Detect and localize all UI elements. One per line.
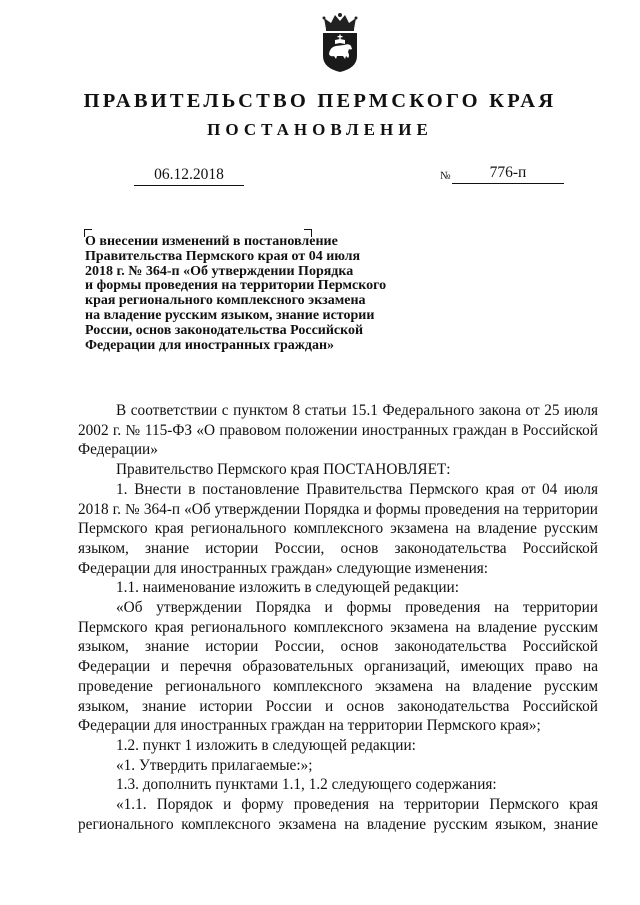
document-date: 06.12.2018 bbox=[134, 166, 244, 186]
body-paragraph: «1.1. Порядок и форму проведения на территории Пермского края регионального комплексного экзамена на владение русским языком, знание bbox=[78, 796, 598, 833]
document-type: ПОСТАНОВЛЕНИЕ bbox=[207, 120, 433, 139]
document-body bbox=[78, 401, 598, 834]
subject-line: Правительства Пермского края от 04 июля bbox=[85, 248, 361, 264]
subject-line: края регионального комплексного экзамена bbox=[85, 293, 366, 309]
body-paragraph: В соответствии с пунктом 8 статьи 15.1 Федерального закона от 25 июля 2002 г. № 115-ФЗ «О правовом положении иностранных граждан в Российской Федерации» bbox=[78, 402, 598, 459]
body-paragraph: 1.2. пункт 1 изложить в следующей редакции: bbox=[116, 736, 416, 754]
subject-line: Федерации для иностранных граждан» bbox=[85, 337, 335, 353]
subject-line: О внесении изменений в постановление bbox=[85, 234, 338, 249]
number-sign: № bbox=[440, 170, 451, 182]
body-paragraph: «1. Утвердить прилагаемые:»; bbox=[116, 756, 313, 774]
subject-line: 2018 г. № 364-п «Об утверждении Порядка bbox=[85, 263, 354, 279]
body-paragraph: Правительство Пермского края ПОСТАНОВЛЯЕТ: bbox=[116, 461, 451, 479]
subject-line: на владение русским языком, знание истории bbox=[85, 307, 375, 323]
body-paragraph: «Об утверждении Порядка и формы проведения на территории Пермского края регионального комплексного экзамена на владение русским языком, знание истории России, основ законодательства Российской Федерации и перечня образовательных организаций, имеющих право на проведение регионального комплексного экзамена на владение русским языком, знание истории России и основ законодательства Российской Федерации для иностранных граждан на территории Пермского края»; bbox=[78, 599, 598, 735]
body-paragraph: 1.3. дополнить пунктами 1.1, 1.2 следующего содержания: bbox=[116, 776, 497, 794]
coat-of-arms-icon bbox=[318, 12, 362, 74]
subject-line: России, основ законодательства Российской bbox=[85, 322, 364, 338]
subject-line: и формы проведения на территории Пермского bbox=[85, 278, 387, 294]
body-paragraph: 1.1. наименование изложить в следующей редакции: bbox=[116, 579, 459, 597]
body-paragraph: 1. Внести в постановление Правительства Пермского края от 04 июля 2018 г. № 364-п «Об утверждении Порядка и формы проведения на территории Пермского края регионального комплексного экзамена на владение русским языком, знание истории России, основ законодательства Российской Федерации для иностранных граждан» следующие изменения: bbox=[78, 480, 598, 577]
government-title: ПРАВИТЕЛЬСТВО ПЕРМСКОГО КРАЯ bbox=[83, 90, 557, 112]
document-number: 776-п bbox=[452, 164, 564, 184]
document-subject bbox=[85, 235, 430, 353]
